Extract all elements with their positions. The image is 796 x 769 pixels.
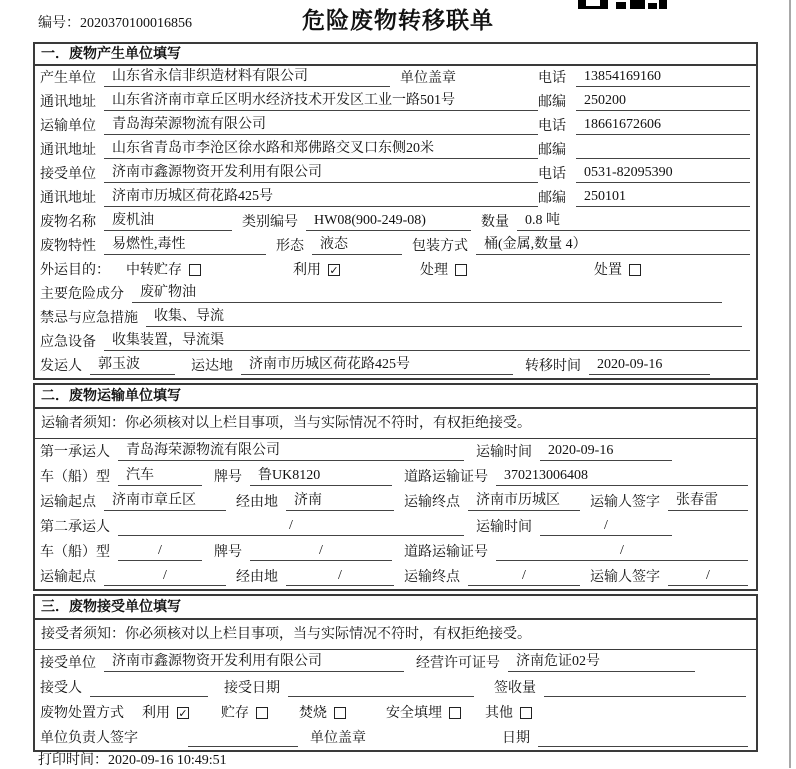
second-route-start-label: 运输起点 [40, 570, 96, 585]
second-vehicle-type-label: 车（船）型 [40, 545, 110, 560]
receiver-unit-value: 济南市鑫源物资开发利用有限公司 [104, 163, 538, 183]
category-code-value: HW08(900-249-08) [306, 211, 471, 231]
disposal-utilize: 利用 ✓ [142, 706, 188, 721]
second-transport-time-label: 运输时间 [476, 520, 532, 535]
form-state-value: 液态 [312, 235, 402, 255]
receiver-phone-value: 0531-82095390 [576, 163, 750, 183]
carrier-signature-label: 运输人签字 [590, 495, 660, 510]
emergency-measures-row [35, 306, 756, 330]
disposal-storage: 贮存 [221, 702, 268, 722]
checkbox-icon [449, 707, 461, 719]
route-start-value: 济南市章丘区 [104, 491, 226, 511]
checkbox-checked-icon: ✓ [178, 707, 188, 720]
route-via-value: 济南 [286, 491, 394, 511]
serial-value: 2020370100016856 [80, 16, 192, 31]
second-route-via-label: 经由地 [236, 570, 278, 585]
road-permit-label: 道路运输证号 [404, 470, 488, 485]
print-time [38, 749, 227, 769]
transporter-phone-value: 18661672606 [576, 115, 750, 135]
qr-block [630, 0, 645, 9]
receiver-unit-label: 接受单位 [40, 167, 96, 182]
page-title: 危险废物转移联单 [302, 8, 494, 33]
transport-time-label: 运输时间 [476, 445, 532, 460]
producer-zip-value: 250200 [576, 91, 750, 111]
hazard-component-value: 废矿物油 [132, 283, 722, 303]
responsible-signature-label: 单位负责人签字 [40, 731, 138, 746]
transporter-address-label: 通讯地址 [40, 143, 96, 158]
packaging-label: 包装方式 [412, 239, 468, 254]
transporter-unit-value: 青岛海荣源物流有限公司 [104, 115, 538, 135]
acceptor-row [35, 675, 756, 700]
disposal-method-label: 废物处置方式 [40, 706, 124, 721]
checkbox-icon [334, 707, 346, 719]
transporter-zip-label: 邮编 [538, 143, 566, 158]
qr-block [659, 0, 667, 9]
receiver-address-value: 济南市历城区荷花路425号 [104, 187, 538, 207]
second-carrier-signature-label: 运输人签字 [590, 570, 660, 585]
second-route-end-label: 运输终点 [404, 570, 460, 585]
route-end-label: 运输终点 [404, 495, 460, 510]
emergency-measures-label: 禁忌与应急措施 [40, 311, 138, 326]
waste-property-value: 易燃性,毒性 [104, 235, 266, 255]
purpose-utilize: 利用 ✓ [293, 263, 339, 278]
received-amount-value [544, 678, 746, 697]
print-time-value: 2020-09-16 10:49:51 [108, 753, 227, 768]
checkbox-checked-icon: ✓ [329, 264, 339, 277]
destination-label: 运达地 [191, 359, 233, 374]
transfer-date-label: 转移时间 [525, 359, 581, 374]
producer-address-row [35, 90, 756, 114]
manifest-form [33, 42, 758, 755]
qr-code-fragment-icon [578, 0, 678, 9]
checkbox-icon [189, 264, 201, 276]
qr-block [578, 0, 608, 9]
producer-zip-label: 邮编 [538, 95, 566, 110]
waste-name-row [35, 210, 756, 234]
checkbox-icon [256, 707, 268, 719]
checkbox-icon [455, 264, 467, 276]
emergency-equipment-row [35, 330, 756, 354]
accept-date-value [288, 678, 474, 697]
plate-number-value: 鲁UK8120 [250, 466, 392, 486]
section-receiver-title: 三．废物接受单位填写 [35, 596, 756, 620]
road-permit-value: 370213006408 [496, 466, 748, 486]
second-carrier-value: / [118, 516, 464, 536]
hazard-component-label: 主要危险成分 [40, 287, 124, 302]
shipper-row [35, 354, 756, 378]
waste-name-label: 废物名称 [40, 215, 96, 230]
transport-time-value: 2020-09-16 [540, 441, 672, 461]
producer-phone-label: 电话 [538, 71, 566, 86]
transporter-address-row [35, 138, 756, 162]
transfer-purpose-row [35, 258, 756, 282]
purpose-transfer-storage: 中转贮存 [126, 259, 201, 279]
transporter-unit-label: 运输单位 [40, 119, 96, 134]
receiver-address-label: 通讯地址 [40, 191, 96, 206]
transporter-zip-value [576, 140, 750, 159]
responsible-signature-value [188, 728, 298, 747]
second-transport-time-value: / [540, 516, 672, 536]
receiver-unit-row [35, 162, 756, 186]
second-route-start-value: / [104, 566, 226, 586]
waste-property-row [35, 234, 756, 258]
producer-unit-row [35, 66, 756, 90]
waste-name-value: 废机油 [104, 211, 232, 231]
emergency-measures-value: 收集、导流 [146, 307, 742, 327]
purpose-treat: 处理 [420, 259, 467, 279]
transfer-date-value: 2020-09-16 [589, 355, 710, 375]
producer-address-value: 山东省济南市章丘区明水经济技术开发区工业一路501号 [104, 91, 538, 111]
second-plate-number-value: / [250, 541, 392, 561]
print-time-label: 打印时间： [38, 753, 108, 768]
plate-number-label: 牌号 [214, 470, 242, 485]
first-carrier-row [35, 439, 756, 464]
checkbox-icon [520, 707, 532, 719]
emergency-equipment-value: 收集装置，导流渠 [104, 331, 750, 351]
second-road-permit-value: / [496, 541, 748, 561]
first-carrier-label: 第一承运人 [40, 445, 110, 460]
vehicle-type-row [35, 464, 756, 489]
carrier-signature-value: 张春雷 [668, 491, 748, 511]
transporter-phone-label: 电话 [538, 119, 566, 134]
transfer-purpose-label: 外运目的： [40, 263, 110, 278]
shipper-label: 发运人 [40, 359, 82, 374]
section-transporter-title: 二．废物运输单位填写 [35, 385, 756, 409]
serial-label: 编号： [38, 16, 80, 31]
second-route-via-value: / [286, 566, 394, 586]
destination-value: 济南市历城区荷花路425号 [241, 355, 513, 375]
receiver-zip-value: 250101 [576, 187, 750, 207]
qr-block [616, 2, 626, 9]
receiver-stamp-label: 单位盖章 [310, 731, 366, 746]
second-route-row [35, 564, 756, 589]
category-code-label: 类别编号 [242, 215, 298, 230]
transporter-unit-row [35, 114, 756, 138]
second-carrier-signature-value: / [668, 566, 748, 586]
form-state-label: 形态 [276, 239, 304, 254]
vehicle-type-label: 车（船）型 [40, 470, 110, 485]
section-producer-title: 一．废物产生单位填写 [35, 44, 756, 66]
vehicle-type-value: 汽车 [118, 466, 202, 486]
accepting-unit-value: 济南市鑫源物资开发利用有限公司 [104, 652, 404, 672]
date-label: 日期 [502, 731, 530, 746]
receiver-zip-label: 邮编 [538, 191, 566, 206]
packaging-value: 桶(金属,数量 4） [476, 235, 750, 255]
waste-property-label: 废物特性 [40, 239, 96, 254]
second-carrier-label: 第二承运人 [40, 520, 110, 535]
disposal-other: 其他 [485, 702, 532, 722]
receiver-phone-label: 电话 [538, 167, 566, 182]
producer-phone-value: 13854169160 [576, 67, 750, 87]
second-vehicle-type-value: / [118, 541, 202, 561]
license-number-label: 经营许可证号 [416, 656, 500, 671]
producer-unit-label: 产生单位 [40, 71, 96, 86]
disposal-method-row [35, 700, 756, 725]
disposal-incinerate: 焚烧 [299, 702, 346, 722]
second-carrier-row [35, 514, 756, 539]
unit-stamp-label: 单位盖章 [400, 71, 456, 86]
license-number-value: 济南危证02号 [508, 652, 695, 672]
second-plate-number-label: 牌号 [214, 545, 242, 560]
accepting-unit-row [35, 650, 756, 675]
shipper-value: 郭玉波 [90, 355, 175, 375]
disposal-landfill: 安全填埋 [386, 702, 461, 722]
quantity-label: 数量 [481, 215, 509, 230]
qr-block [648, 3, 657, 9]
accepting-unit-label: 接受单位 [40, 656, 96, 671]
transporter-address-value: 山东省青岛市李沧区徐水路和郑佛路交叉口东侧20米 [104, 139, 538, 159]
route-row [35, 489, 756, 514]
accept-date-label: 接受日期 [224, 681, 280, 696]
second-vehicle-type-row [35, 539, 756, 564]
page-right-edge [789, 0, 791, 768]
first-carrier-value: 青岛海荣源物流有限公司 [118, 441, 464, 461]
receiver-notice: 接受者须知：你必须核对以上栏目事项，当与实际情况不符时，有权拒绝接受。 [35, 620, 756, 650]
second-road-permit-label: 道路运输证号 [404, 545, 488, 560]
received-amount-label: 签收量 [494, 681, 536, 696]
section-producer [33, 42, 758, 380]
purpose-dispose: 处置 [594, 259, 641, 279]
acceptor-value [90, 678, 208, 697]
date-value [538, 728, 748, 747]
section-receiver [33, 594, 758, 752]
route-via-label: 经由地 [236, 495, 278, 510]
producer-unit-value: 山东省永信非织造材料有限公司 [104, 67, 390, 87]
quantity-value: 0.8 吨 [517, 211, 750, 231]
producer-address-label: 通讯地址 [40, 95, 96, 110]
transporter-notice: 运输者须知：你必须核对以上栏目事项，当与实际情况不符时，有权拒绝接受。 [35, 409, 756, 439]
route-start-label: 运输起点 [40, 495, 96, 510]
route-end-value: 济南市历城区 [468, 491, 580, 511]
hazard-component-row [35, 282, 756, 306]
checkbox-icon [629, 264, 641, 276]
section-transporter [33, 383, 758, 591]
receiver-address-row [35, 186, 756, 210]
responsible-signature-row [35, 725, 756, 750]
second-route-end-value: / [468, 566, 580, 586]
acceptor-label: 接受人 [40, 681, 82, 696]
emergency-equipment-label: 应急设备 [40, 335, 96, 350]
